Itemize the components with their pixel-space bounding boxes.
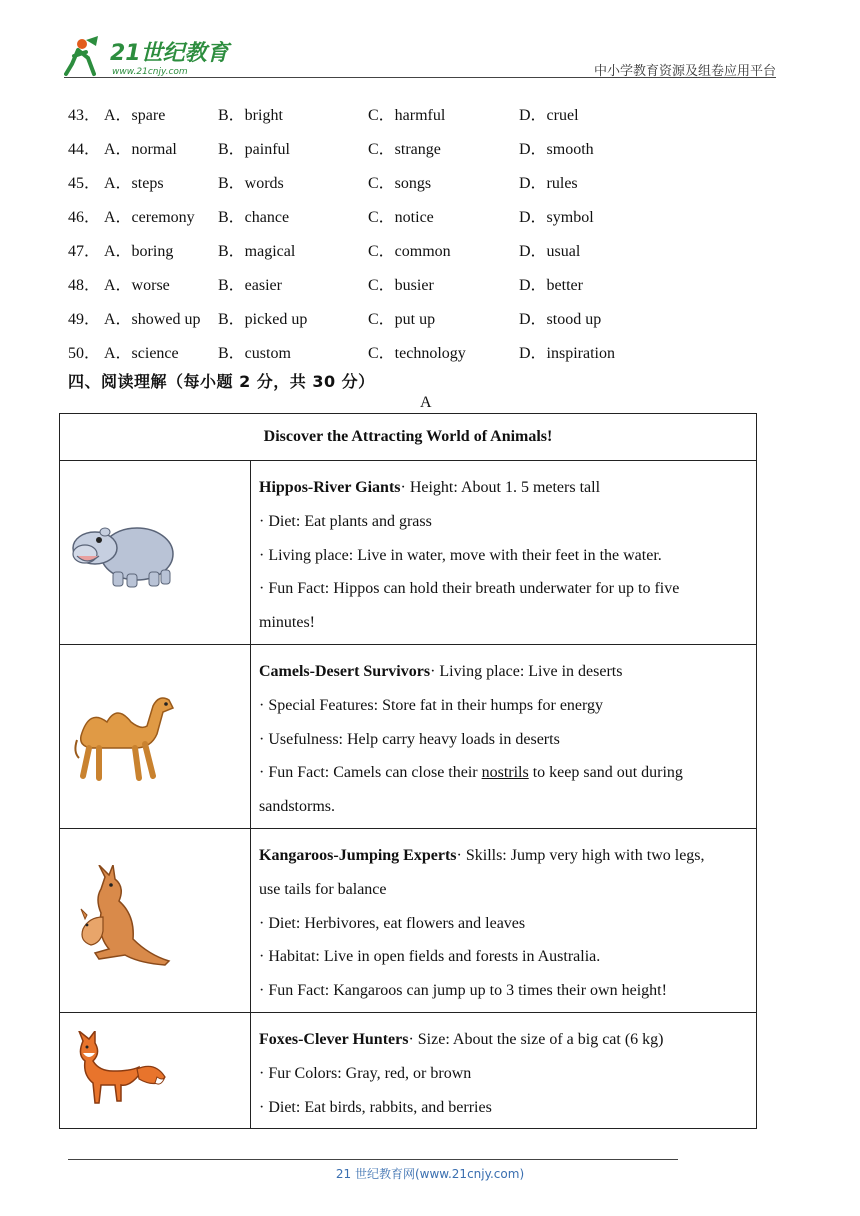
option-c: C．technology (368, 345, 466, 362)
section-title: 四、阅读理解（每小题 2 分，共 30 分） (68, 372, 375, 391)
hippo-info (251, 461, 757, 645)
header-divider (64, 77, 776, 78)
kangaroo-habitat: · Habitat: Live in open fields and forests in Australia. (259, 948, 601, 966)
option-d: D．cruel (519, 107, 579, 124)
fox-name: Foxes-Clever Hunters (259, 1030, 409, 1048)
option-d: D．inspiration (519, 345, 615, 362)
hippo-fun-fact-cont: minutes! (259, 614, 315, 632)
table-row (60, 461, 757, 645)
kangaroo-diet: · Diet: Herbivores, eat flowers and leaves (259, 914, 526, 932)
option-c: C．strange (368, 141, 441, 158)
hippo-name: Hippos-River Giants (259, 479, 401, 496)
svg-text:www.21cnjy.com: www.21cnjy.com (112, 67, 188, 77)
option-b: B．bright (218, 107, 283, 124)
hippo-living-place: · Living place: Live in water, move with their feet in the water. (259, 546, 662, 564)
kangaroo-name: Kangaroos-Jumping Experts (259, 846, 457, 864)
question-number: 43． (68, 107, 101, 124)
hippo-diet: · Diet: Eat plants and grass (259, 512, 432, 530)
svg-text:21世纪教育: 21世纪教育 (110, 41, 229, 66)
option-d: D．usual (519, 243, 581, 260)
fox-image-cell (60, 1012, 251, 1128)
option-b: B．custom (218, 345, 291, 362)
hippo-fun-fact: · Fun Fact: Hippos can hold their breath underwater for up to five (259, 580, 680, 598)
option-a: A．spare (104, 107, 166, 124)
site-logo (64, 34, 234, 78)
option-b: B．words (218, 175, 284, 192)
fox-info (251, 1012, 757, 1128)
option-a: A．worse (104, 277, 170, 294)
fox-diet: · Diet: Eat birds, rabbits, and berries (259, 1098, 492, 1116)
option-c: C．songs (368, 175, 432, 192)
option-a: A．normal (104, 141, 177, 158)
option-c: C．common (368, 243, 451, 260)
camel-fun-fact-cont: sandstorms. (259, 798, 335, 816)
question-number: 44． (68, 141, 101, 158)
option-c: C．put up (368, 311, 436, 328)
option-c: C．notice (368, 209, 434, 226)
option-d: D．symbol (519, 209, 594, 226)
camel-living-place: · Living place: Live in deserts (430, 662, 623, 680)
footer-text: 21 世纪教育网(www.21cnjy.com) (335, 1167, 525, 1181)
option-b: B．chance (218, 209, 290, 226)
footer-divider (68, 1159, 678, 1160)
camel-image-cell (60, 644, 251, 828)
option-d: D．stood up (519, 311, 602, 328)
camel-name: Camels-Desert Survivors (259, 662, 431, 680)
kangaroo-info (251, 828, 757, 1012)
option-b: B．easier (218, 277, 282, 294)
fox-size: · Size: About the size of a big cat (6 kg) (408, 1030, 664, 1048)
option-c: C．harmful (368, 107, 446, 124)
option-b: B．painful (218, 141, 290, 158)
hippo-image-cell (60, 461, 251, 645)
question-number: 49． (68, 311, 101, 328)
fox-fur-colors: · Fur Colors: Gray, red, or brown (259, 1064, 472, 1082)
question-number: 45． (68, 175, 101, 192)
option-c: C．busier (368, 277, 434, 294)
option-a: A．science (104, 345, 179, 362)
fox-icon (69, 1031, 169, 1111)
option-a: A．showed up (104, 311, 201, 328)
animals-table (59, 413, 757, 1129)
kangaroo-image-cell (60, 828, 251, 1012)
question-number: 47． (68, 243, 101, 260)
option-d: D．smooth (519, 141, 594, 158)
camel-info (251, 644, 757, 828)
camel-special-features: · Special Features: Store fat in their humps for energy (259, 696, 604, 714)
option-b: B．picked up (218, 311, 308, 328)
option-a: A．ceremony (104, 209, 195, 226)
table-row (60, 1012, 757, 1128)
kangaroo-icon (69, 865, 179, 975)
table-row (60, 828, 757, 1012)
question-number: 46． (68, 209, 101, 226)
hippo-icon (69, 512, 179, 592)
kangaroo-skills-cont: use tails for balance (259, 880, 387, 898)
camel-fun-fact-end: to keep sand out during (528, 764, 683, 782)
option-a: A．steps (104, 175, 164, 192)
underlined-word: nostrils (481, 764, 529, 782)
passage-label: A (420, 394, 432, 411)
table-row (60, 644, 757, 828)
question-number: 48． (68, 277, 101, 294)
option-d: D．rules (519, 175, 578, 192)
camel-usefulness: · Usefulness: Help carry heavy loads in deserts (259, 730, 560, 748)
header-platform-text: 中小学教育资源及组卷应用平台 (593, 64, 776, 79)
kangaroo-fun-fact: · Fun Fact: Kangaroos can jump up to 3 times their own height! (259, 982, 667, 1000)
table-title-row (60, 414, 757, 461)
hippo-height: · Height: About 1. 5 meters tall (400, 479, 601, 496)
camel-icon (69, 686, 179, 786)
option-b: B．magical (218, 243, 296, 260)
kangaroo-skills: · Skills: Jump very high with two legs, (456, 846, 705, 864)
camel-fun-fact: · Fun Fact: Camels can close their (259, 764, 482, 782)
table-title: Discover the Attracting World of Animals! (60, 414, 757, 461)
option-a: A．boring (104, 243, 174, 260)
question-number: 50． (68, 345, 101, 362)
option-d: D．better (519, 277, 583, 294)
